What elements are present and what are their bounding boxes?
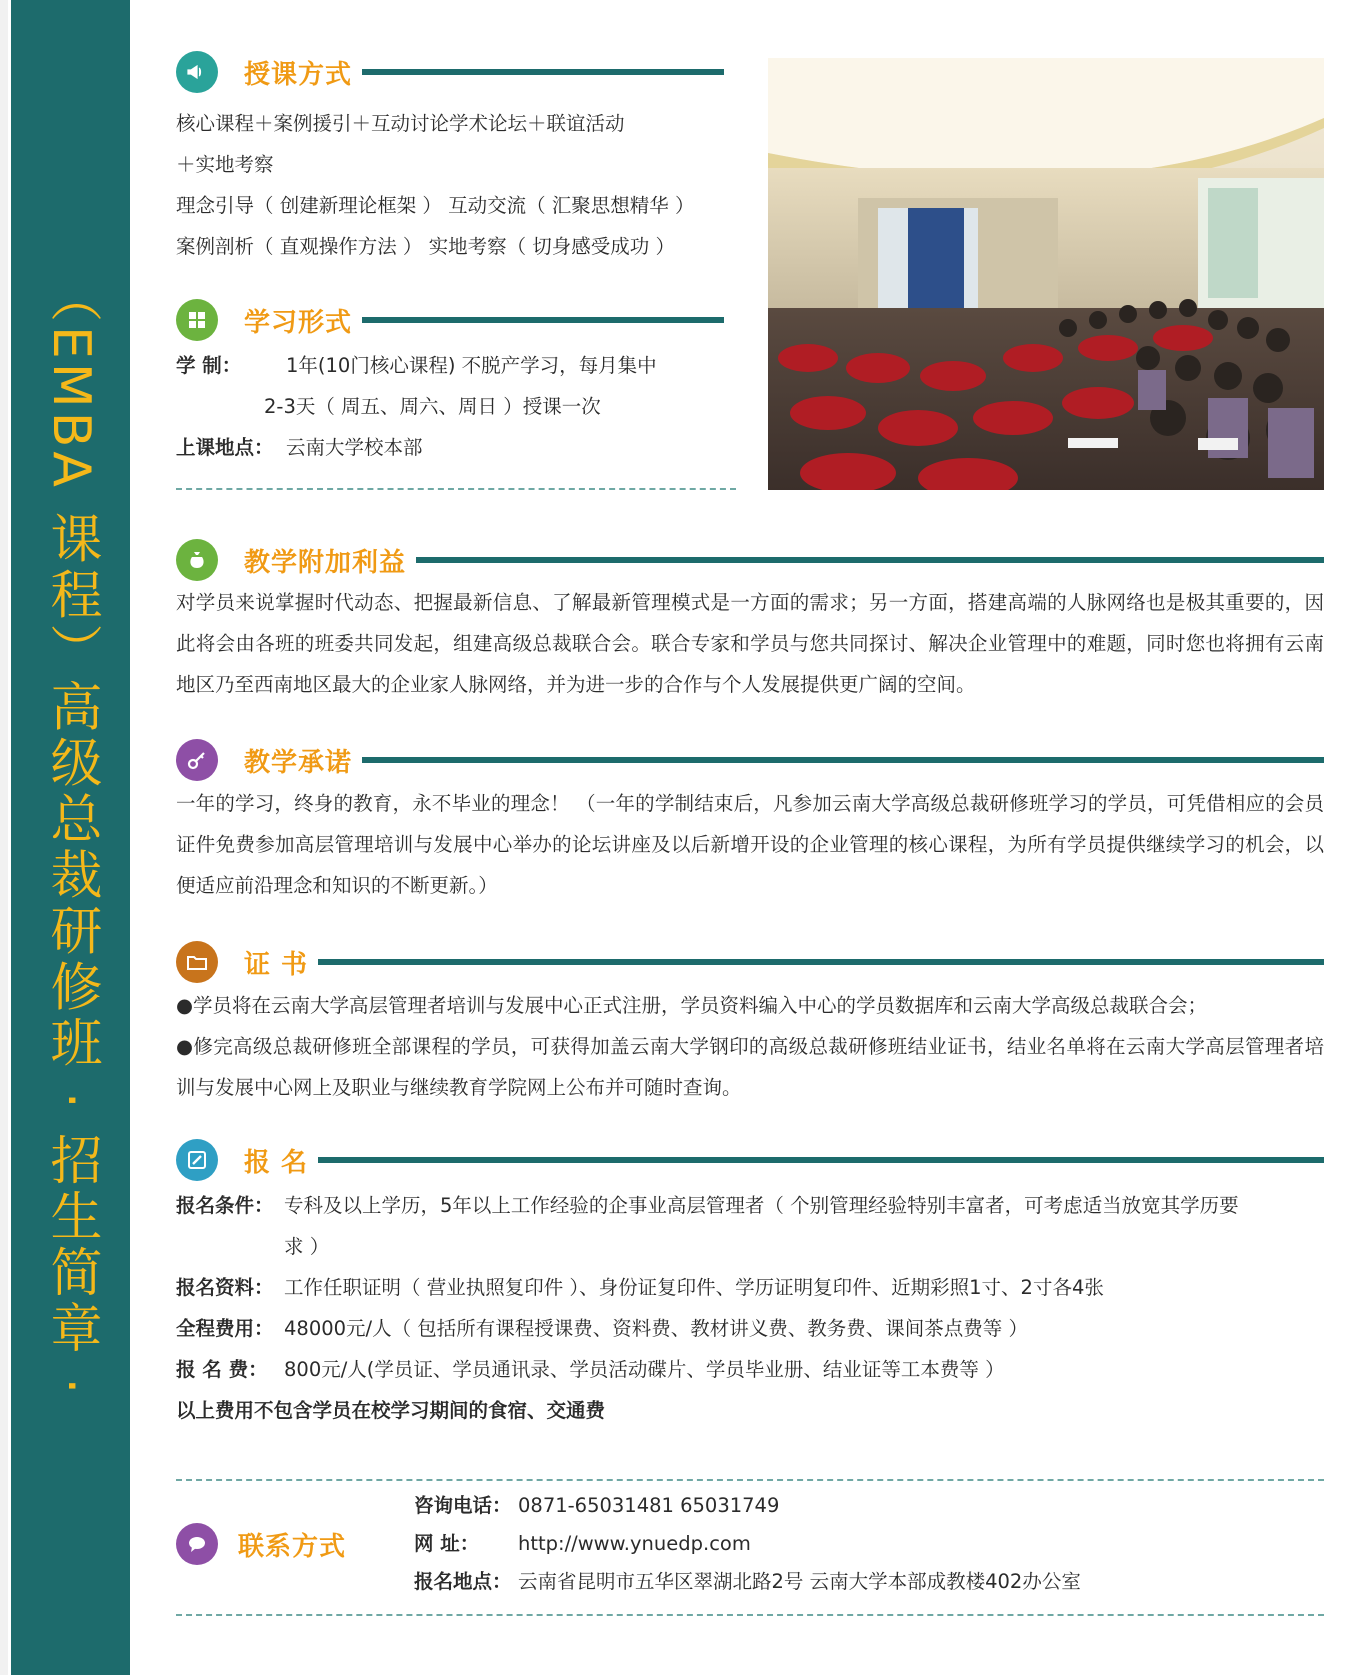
- certificate-item: ●修完高级总裁研修班全部课程的学员，可获得加盖云南大学钢印的高级总裁研修班结业证书，结业名单将在云南大学高层管理者培训与发展中心网上及职业与继续教育学院网上公布并可随时查询。: [176, 1035, 1324, 1099]
- promise-paragraph: 一年的学习，终身的教育，永不毕业的理念！ （一年的学制结束后，凡参加云南大学高级总裁研修班学习的学员，可凭借相应的会员证件免费参加高层管理培训与发展中心举办的论坛讲座及以后新增开设的企业管理的核心课程，为所有学员提供继续学习的机会，以便适应前沿理念和知识的不断更新。）: [176, 792, 1324, 897]
- location-label: 上课地点：: [176, 436, 274, 459]
- schooling-label: 学 制：: [176, 354, 242, 377]
- brochure-content: [176, 0, 1324, 1675]
- benefits-paragraph: 对学员来说掌握时代动态、把握最新信息、了解最新管理模式是一方面的需求；另一方面，搭建高端的人脉网络也是极其重要的，因此将会由各班的班委共同发起，组建高级总裁联合会。联合专家和学员与您共同探讨、解决企业管理中的难题，同时您也将拥有云南地区乃至西南地区最大的企业家人脉网络，并为进一步的合作与个人发展提供更广阔的空间。: [176, 591, 1324, 696]
- registration-label: 报名资料：: [176, 1276, 274, 1299]
- section-title: 联系方式: [238, 1531, 347, 1562]
- section-rule: [318, 959, 1324, 965]
- address-value: 云南省昆明市五华区翠湖北路2号 云南大学本部成教楼402办公室: [518, 1570, 1081, 1593]
- section-title: 报 名: [244, 1147, 309, 1178]
- section-title: 学习形式: [244, 307, 353, 338]
- section-rule: [416, 557, 1324, 563]
- section-rule: [362, 757, 1324, 763]
- section-header-certificate: [176, 940, 1324, 984]
- vertical-title: （EMBA 课程）高级总裁研修班 · 招生简章 ·: [41, 270, 101, 1399]
- section-header-teaching-method: [176, 50, 724, 94]
- section-title: 证 书: [244, 949, 309, 980]
- schooling-value: 1年(10门核心课程) 不脱产学习，每月集中: [286, 354, 657, 377]
- chat-bubble-icon: [176, 1523, 218, 1565]
- registration-label: 全程费用：: [176, 1317, 274, 1340]
- registration-value: 48000元/人（ 包括所有课程授课费、资料费、教材讲义费、教务费、课间茶点费等 ）: [284, 1317, 1028, 1340]
- teaching-line: 案例剖析（ 直观操作方法 ） 实地考察（ 切身感受成功 ）: [176, 235, 675, 258]
- contact-label: 咨询电话：: [414, 1494, 512, 1517]
- registration-label: 报名条件：: [176, 1194, 274, 1217]
- study-form-schooling: [176, 345, 746, 468]
- section-title: 授课方式: [244, 59, 353, 90]
- registration-value: 工作任职证明（ 营业执照复印件 ）、身份证复印件、学历证明复印件、近期彩照1寸、2寸各4张: [284, 1276, 1104, 1299]
- key-icon: [176, 739, 218, 781]
- teaching-line: 核心课程＋案例援引＋互动讨论学术论坛＋联谊活动: [176, 112, 625, 135]
- dashed-divider: [176, 1614, 1324, 1616]
- contact-details: [414, 1487, 1314, 1601]
- section-header-study-form: [176, 298, 724, 342]
- certificate-item: ●学员将在云南大学高层管理者培训与发展中心正式注册，学员资料编入中心的学员数据库和云南大学高级总裁联合会；: [176, 994, 1208, 1017]
- location-value: 云南大学校本部: [286, 436, 423, 459]
- section-title: 教学承诺: [244, 747, 353, 778]
- section-header-benefits: [176, 538, 1324, 582]
- contact-label: 网 址：: [414, 1532, 480, 1555]
- left-sidebar-band: [0, 0, 130, 1675]
- blocks-icon: [176, 299, 218, 341]
- registration-details: [176, 1185, 1324, 1431]
- teaching-line: ＋实地考察: [176, 153, 274, 176]
- section-header-promise: [176, 738, 1324, 782]
- dashed-divider: [176, 1479, 1324, 1481]
- edit-icon: [176, 1139, 218, 1181]
- registration-value: 专科及以上学历，5年以上工作经验的企事业高层管理者（ 个别管理经验特别丰富者，可考虑适当放宽其学历要: [284, 1194, 1239, 1217]
- sidebar-edge-stripe: [0, 0, 11, 1675]
- registration-label: 报 名 费：: [176, 1358, 268, 1381]
- money-bag-icon: [176, 539, 218, 581]
- website-link[interactable]: http://www.ynuedp.com: [518, 1532, 751, 1555]
- schooling-value-cont: 2-3天（ 周五、周六、周日 ）授课一次: [264, 395, 601, 418]
- contact-label: 报名地点：: [414, 1570, 512, 1593]
- registration-value: 800元/人(学员证、学员通讯录、学员活动碟片、学员毕业册、结业证等工本费等 ）: [284, 1358, 1005, 1381]
- phone-value: 0871-65031481 65031749: [518, 1494, 780, 1517]
- folder-icon: [176, 941, 218, 983]
- section-title: 教学附加利益: [244, 547, 407, 578]
- registration-value-cont: 求 ）: [284, 1235, 330, 1258]
- section-rule: [318, 1157, 1324, 1163]
- lecture-hall-photo: [768, 58, 1324, 490]
- teaching-method-lines: [176, 103, 736, 267]
- section-header-registration: [176, 1138, 1324, 1182]
- section-header-contact: [176, 1522, 396, 1566]
- dashed-divider: [176, 488, 736, 490]
- section-rule: [362, 69, 724, 75]
- megaphone-icon: [176, 51, 218, 93]
- section-rule: [362, 317, 724, 323]
- fee-note: 以上费用不包含学员在校学习期间的食宿、交通费: [176, 1399, 606, 1422]
- teaching-line: 理念引导（ 创建新理论框架 ） 互动交流（ 汇聚思想精华 ）: [176, 194, 695, 217]
